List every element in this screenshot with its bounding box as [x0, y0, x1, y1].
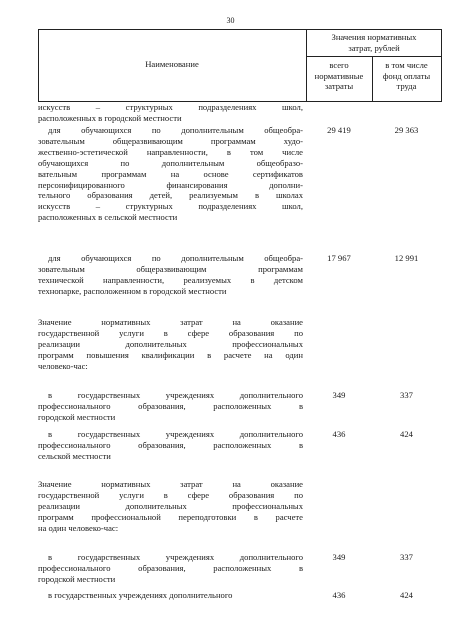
row-text-line: городской местности [38, 411, 116, 422]
table-row-name [38, 390, 303, 423]
row-text-line: расположенных в городской местности [38, 112, 182, 123]
row-text-line: программ профессиональной переподготовки в расчете [38, 511, 303, 522]
row-text-line: технопарке, расположенном в городской местности [38, 285, 227, 296]
row-text-line: в государственных учреждениях дополнительного [48, 429, 303, 439]
header-total-column [306, 60, 372, 92]
row-text-line: для обучающихся по дополнительным общеобра- [48, 253, 303, 263]
total-cost-value: 17 967 [327, 253, 351, 263]
table-row-name [38, 590, 303, 601]
table-row-name [38, 317, 303, 372]
header-values-line: Значения нормативных [331, 32, 417, 42]
header-labor-line: фонд оплаты [382, 70, 431, 81]
header-labor-column [372, 60, 441, 92]
table-row-name [38, 552, 303, 585]
table-row-name [38, 102, 303, 124]
table-top-border [38, 29, 442, 30]
row-text-line: сельской местности [38, 450, 111, 461]
row-text-line: Значение нормативных затрат на оказание [38, 317, 303, 327]
row-text-line: искусств – структурных подразделениях школ, [38, 201, 303, 212]
header-total-line: всего [329, 60, 349, 70]
row-text-line: расположенных в сельской местности [38, 212, 178, 223]
row-text-line: профессионального образования, расположенных в [38, 562, 303, 573]
table-row-name [38, 125, 303, 223]
row-text-line: профессионального образования, расположенных в [38, 400, 303, 411]
labor-cost-value: 424 [400, 429, 413, 439]
row-text-line: государственной услуги в сфере образования по [38, 327, 303, 338]
total-cost-value: 436 [332, 429, 346, 439]
row-text-line: человеко-час: [38, 360, 88, 371]
total-cost-value: 349 [332, 390, 346, 400]
row-text-line: зовательным общеразвивающим программам [38, 263, 303, 274]
total-cost-value: 349 [332, 552, 346, 562]
row-text-line: для обучающихся по дополнительным общеобра- [48, 125, 303, 135]
row-text-line: в государственных учреждениях дополнительного [48, 590, 233, 600]
row-text-line: в государственных учреждениях дополнительного [48, 552, 303, 562]
table-row-name [38, 253, 303, 297]
row-text-line: вательным программам на основе сертификатов [38, 168, 303, 179]
header-total-line: нормативные [314, 70, 364, 81]
row-text-line: зовательным общеразвивающим программам худо- [38, 135, 303, 146]
labor-cost-value: 337 [400, 390, 413, 400]
row-text-line: обучающихся по дополнительным общеобразо- [38, 157, 303, 168]
labor-cost-value: 12 991 [394, 253, 419, 263]
total-cost-value: 436 [332, 590, 346, 600]
row-text-line: жественно-эстетической направленности, в том числе [38, 146, 303, 157]
header-name-column: Наименование [145, 59, 199, 69]
row-text-line: искусств – структурных подразделениях школ, [38, 102, 303, 112]
page-number: 30 [226, 16, 235, 25]
row-text-line: в государственных учреждениях дополнительного [48, 390, 303, 400]
row-text-line: на один человеко-час: [38, 522, 119, 533]
table-row-name [38, 429, 303, 462]
header-values-group [306, 32, 442, 53]
row-text-line: городской местности [38, 573, 116, 584]
row-text-line: реализации дополнительных профессиональных [38, 500, 303, 511]
row-text-line: Значение нормативных затрат на оказание [38, 479, 303, 489]
header-total-line: затраты [324, 81, 354, 92]
labor-cost-value: 337 [400, 552, 413, 562]
labor-cost-value: 424 [400, 590, 413, 600]
total-cost-value: 29 419 [327, 125, 351, 135]
row-text-line: государственной услуги в сфере образования по [38, 489, 303, 500]
row-text-line: реализации дополнительных профессиональных [38, 338, 303, 349]
row-text-line: программ повышения квалификации в расчете на один [38, 349, 303, 360]
header-labor-line: труда [396, 81, 417, 92]
header-labor-line: в том числе [385, 60, 428, 70]
row-text-line: персонифицированного финансирования дополни- [38, 179, 303, 190]
row-text-line: профессионального образования, расположенных в [38, 439, 303, 450]
header-values-line: затрат, рублей [348, 42, 400, 53]
row-text-line: технической направленности, реализуемых в детском [38, 274, 303, 285]
labor-cost-value: 29 363 [394, 125, 419, 135]
values-group-divider [306, 56, 442, 57]
table-row-name [38, 479, 303, 534]
row-text-line: тельного образования детей, реализуемым в школах [38, 190, 303, 201]
